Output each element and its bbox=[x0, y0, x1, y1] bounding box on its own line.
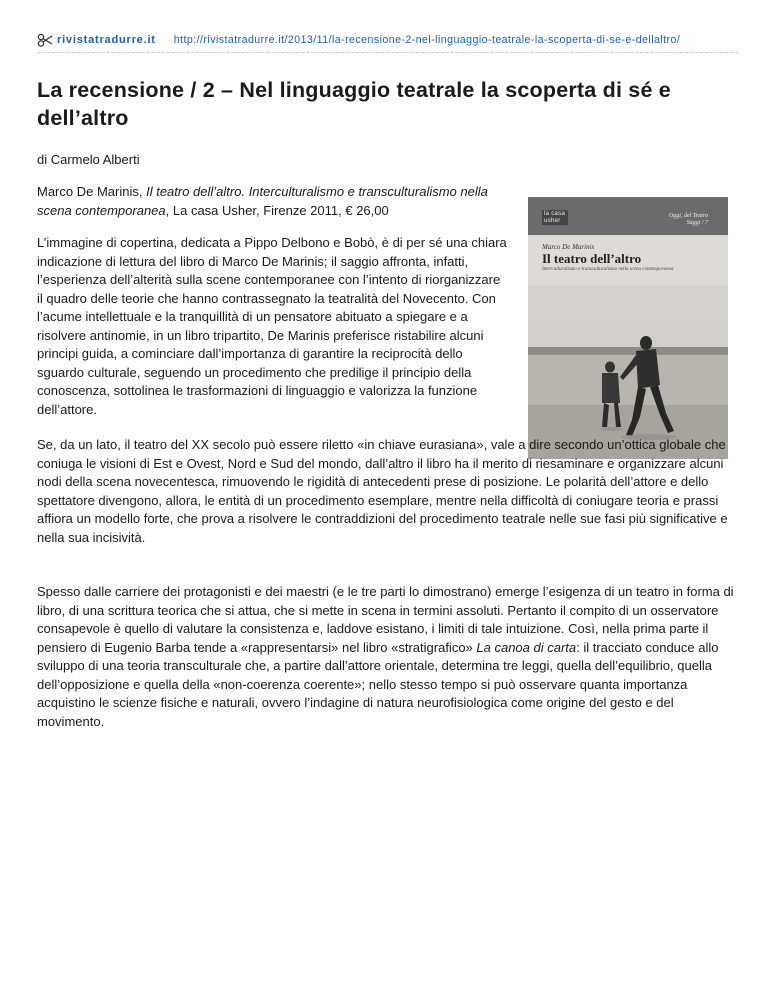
citation-author: Marco De Marinis, bbox=[37, 184, 143, 199]
publisher-logo: la casa usher bbox=[542, 210, 568, 225]
paragraph-3-book-title: La canoa di carta bbox=[476, 639, 577, 655]
byline: di Carmelo Alberti bbox=[37, 152, 140, 167]
page-header bbox=[37, 30, 738, 50]
article-title: La recensione / 2 – Nel linguaggio teatrale la scoperta di sé e dell’altro bbox=[37, 78, 671, 130]
book-cover-image bbox=[528, 197, 728, 459]
paragraph-3-text-end: : il tracciato conduce allo sviluppo di una teoria transculturale che, a partire dall’attore orientale, determina tre leggi, quella dell’equilibrio, quella dell’opposizione e quella della «non-coerenza coerente»; nello stesso tempo si può osservare quanta importanza acquistino le scienze fisiche e naturali, ovvero l’indagine di natura neurofisiologica come origine del gesto e del movimento. bbox=[37, 639, 719, 729]
book-series bbox=[669, 213, 708, 227]
paragraph-3-text: Spesso dalle carriere dei protagonisti e dei maestri (e le tre parti lo dimostrano) emerge l’esigenza di un teatro in forma di libro, di una scrittura teorica che si attua, che si mette in scena in termini assoluti. Pertanto il compito di un osservatore consapevole è quello di valutare la consistenza e, laddove esistano, i limiti di tale intuizione. Così, nella prima parte il pensiero di Eugenio Barba tende a «rappresentarsi» nel libro «stratigrafico» bbox=[37, 584, 734, 655]
book-series-line: Saggi / 7 bbox=[686, 220, 708, 226]
header-divider bbox=[37, 52, 738, 53]
article-url[interactable]: http://rivistatradurre.it/2013/11/la-recensione-2-nel-linguaggio-teatrale-la-scoperta-di-se-e-dellaltro/ bbox=[173, 34, 681, 46]
site-link[interactable] bbox=[37, 33, 156, 47]
scissors-logo-icon bbox=[37, 33, 53, 47]
paragraph-3 bbox=[37, 583, 742, 731]
book-series-line: Oggi, del Teatro bbox=[668, 213, 708, 219]
book-cover-author: Marco De Marinis bbox=[542, 243, 595, 251]
book-citation bbox=[37, 183, 507, 220]
citation-book-title: Il teatro dell’altro. Interculturalismo e transculturalismo nella scena contemporanea bbox=[37, 184, 488, 218]
book-cover-subtitle: Interculturalismo e transculturalismo nella scena contemporanea bbox=[542, 267, 674, 272]
paragraph-1: L’immagine di copertina, dedicata a Pippo Delbono e Bobò, è di per sé una chiara indicazione di lettura del libro di Marco De Marinis; il saggio affronta, infatti, l’esperienza dell’alterità sulla scene contemporanee con l’intento di riorganizzare il quadro delle teorie che hanno contrassegnato la teatralità del Novecento. Con l’acume intellettuale e la tranquillità di un pensatore abituato a spiegare e a risolvere antinomie, in un libro tripartito, De Marinis preferisce ristabilire alcuni principi guida, a cominciare dall’importanza di garantire la reciprocità dello sguardo culturale, seguendo un procedimento che predilige il principio della conoscenza, sottolinea le trasformazioni di linguaggio e valorizza la funzione dell’attore. bbox=[37, 235, 507, 417]
book-cover-title: Il teatro dell’altro bbox=[542, 251, 642, 266]
cover-photo bbox=[528, 285, 728, 459]
site-name: rivistatradurre.it bbox=[57, 34, 156, 46]
paragraph-2: Se, da un lato, il teatro del XX secolo può essere riletto «in chiave eurasiana», vale a dire secondo un’ottica globale che coniuga le visioni di Est e Ovest, Nord e Sud del mondo, dall’altro il libro ha il merito di riesaminare e organizzare alcuni nodi della scena novecentesca, rimuovendo le rigidità di antecedenti prese di posizione. Le polarità dell’attore e dello spettatore divengono, allora, le entità di un procedimento esemplare, mentre nella difficoltà di coniugare teoria e prassi affiora un modello forte, che prova a risolvere le contraddizioni del procedimento teatrale nelle sue fasi più significative e nella sua incisività. bbox=[37, 437, 728, 545]
citation-publisher: , La casa Usher, Firenze 2011, € 26,00 bbox=[165, 202, 389, 218]
